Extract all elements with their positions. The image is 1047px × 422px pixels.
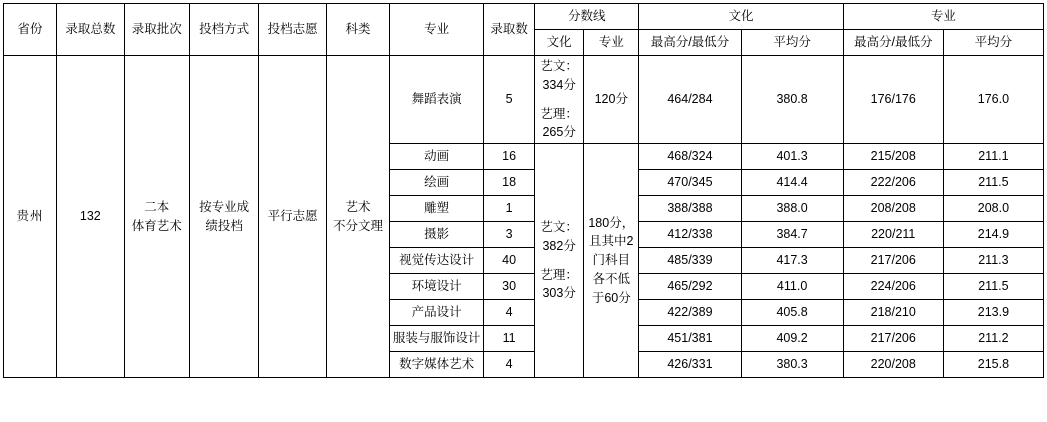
cell-major-high-low: 218/210 xyxy=(843,300,943,326)
cell-category xyxy=(326,56,389,378)
batch-line-1: 二本 xyxy=(144,199,170,214)
cell-file-will: 平行志愿 xyxy=(259,56,326,378)
cell-major-high-low: 224/206 xyxy=(843,274,943,300)
col-major-avg: 平均分 xyxy=(943,30,1043,56)
file-mode-line-1: 按专业成 xyxy=(199,199,250,214)
cell-major: 绘画 xyxy=(390,170,484,196)
cell-major: 动画 xyxy=(390,144,484,170)
line-major-4: 各不低 xyxy=(592,271,631,286)
cell-major-high-low: 220/211 xyxy=(843,222,943,248)
cell-major: 舞蹈表演 xyxy=(390,56,484,144)
batch-line-2: 体育艺术 xyxy=(131,218,182,233)
cell-major-avg: 211.5 xyxy=(943,170,1043,196)
cell-major-high-low: 215/208 xyxy=(843,144,943,170)
cell-culture-high-low: 412/338 xyxy=(639,222,741,248)
cell-score-line-major-group xyxy=(584,144,639,378)
cell-admit-count: 11 xyxy=(484,326,535,352)
line-culture-4: 303分 xyxy=(542,286,576,301)
cell-culture-high-low: 468/324 xyxy=(639,144,741,170)
cell-admit-count: 5 xyxy=(484,56,535,144)
col-file-will: 投档志愿 xyxy=(259,4,326,56)
cell-culture-high-low: 465/292 xyxy=(639,274,741,300)
cell-major-avg: 213.9 xyxy=(943,300,1043,326)
line-major-1: 180分， xyxy=(588,215,635,230)
line-culture-2: 334分 xyxy=(542,77,576,92)
cell-culture-high-low: 422/389 xyxy=(639,300,741,326)
table-body xyxy=(4,56,1044,378)
col-group-score-line: 分数线 xyxy=(535,4,639,30)
cell-admit-count: 30 xyxy=(484,274,535,300)
cell-major-high-low: 222/206 xyxy=(843,170,943,196)
cell-culture-avg: 414.4 xyxy=(741,170,843,196)
cell-admit-count: 4 xyxy=(484,300,535,326)
col-category: 科类 xyxy=(326,4,389,56)
col-score-line-major: 专业 xyxy=(584,30,639,56)
col-score-line-culture: 文化 xyxy=(535,30,584,56)
header-row-1 xyxy=(4,4,1044,30)
cell-culture-avg: 405.8 xyxy=(741,300,843,326)
line-culture-2: 382分 xyxy=(542,238,576,253)
cell-major: 视觉传达设计 xyxy=(390,248,484,274)
line-culture-gap xyxy=(537,256,581,266)
line-major-3: 门科目 xyxy=(592,253,631,268)
cell-major-high-low: 176/176 xyxy=(843,56,943,144)
cell-major-high-low: 208/208 xyxy=(843,196,943,222)
cell-culture-avg: 380.3 xyxy=(741,352,843,378)
cell-culture-avg: 384.7 xyxy=(741,222,843,248)
cell-major: 数字媒体艺术 xyxy=(390,352,484,378)
col-group-major: 专业 xyxy=(843,4,1043,30)
cell-major-high-low: 217/206 xyxy=(843,326,943,352)
cell-score-line-major: 120分 xyxy=(584,56,639,144)
cell-major-avg: 176.0 xyxy=(943,56,1043,144)
cell-major-high-low: 217/206 xyxy=(843,248,943,274)
line-culture-gap xyxy=(537,95,581,105)
line-culture-4: 265分 xyxy=(542,125,576,140)
cell-culture-avg: 411.0 xyxy=(741,274,843,300)
cell-culture-high-low: 464/284 xyxy=(639,56,741,144)
cell-total-admitted: 132 xyxy=(57,56,124,378)
line-culture-3: 艺理： xyxy=(540,106,578,121)
col-major-high-low: 最高分/最低分 xyxy=(843,30,943,56)
cell-major-avg: 214.9 xyxy=(943,222,1043,248)
cell-major-avg: 215.8 xyxy=(943,352,1043,378)
cell-culture-high-low: 388/388 xyxy=(639,196,741,222)
cell-major-avg: 211.3 xyxy=(943,248,1043,274)
cell-admit-count: 4 xyxy=(484,352,535,378)
cell-culture-high-low: 485/339 xyxy=(639,248,741,274)
category-line-2: 不分文理 xyxy=(332,218,383,233)
cell-major-avg: 211.2 xyxy=(943,326,1043,352)
col-group-culture: 文化 xyxy=(639,4,843,30)
cell-score-line-culture xyxy=(535,56,584,144)
table-header xyxy=(4,4,1044,56)
col-batch: 录取批次 xyxy=(124,4,189,56)
cell-major-high-low: 220/208 xyxy=(843,352,943,378)
cell-admit-count: 18 xyxy=(484,170,535,196)
cell-batch xyxy=(124,56,189,378)
cell-culture-high-low: 451/381 xyxy=(639,326,741,352)
cell-province: 贵州 xyxy=(4,56,57,378)
cell-admit-count: 1 xyxy=(484,196,535,222)
cell-score-line-culture-group xyxy=(535,144,584,378)
cell-admit-count: 3 xyxy=(484,222,535,248)
file-mode-line-2: 绩投档 xyxy=(205,218,243,233)
cell-major: 摄影 xyxy=(390,222,484,248)
admission-score-table xyxy=(3,3,1044,378)
line-culture-1: 艺文： xyxy=(540,220,578,234)
cell-culture-high-low: 470/345 xyxy=(639,170,741,196)
cell-admit-count: 16 xyxy=(484,144,535,170)
cell-major: 产品设计 xyxy=(390,300,484,326)
cell-major: 雕塑 xyxy=(390,196,484,222)
cell-culture-avg: 380.8 xyxy=(741,56,843,144)
line-culture-3: 艺理： xyxy=(540,267,578,282)
category-line-1: 艺术 xyxy=(345,199,371,214)
cell-culture-avg: 401.3 xyxy=(741,144,843,170)
col-major: 专业 xyxy=(390,4,484,56)
cell-file-mode xyxy=(189,56,258,378)
col-admit-count: 录取数 xyxy=(484,4,535,56)
cell-major-avg: 211.5 xyxy=(943,274,1043,300)
col-culture-avg: 平均分 xyxy=(741,30,843,56)
col-culture-high-low: 最高分/最低分 xyxy=(639,30,741,56)
line-major-2: 且其中2 xyxy=(589,234,634,249)
col-total-admitted: 录取总数 xyxy=(57,4,124,56)
cell-major: 环境设计 xyxy=(390,274,484,300)
line-major-5: 于60分 xyxy=(591,290,631,305)
line-culture-1: 艺文： xyxy=(540,59,578,73)
cell-culture-avg: 409.2 xyxy=(741,326,843,352)
cell-culture-high-low: 426/331 xyxy=(639,352,741,378)
table-row xyxy=(4,56,1044,144)
col-file-mode: 投档方式 xyxy=(189,4,258,56)
cell-major-avg: 211.1 xyxy=(943,144,1043,170)
cell-culture-avg: 388.0 xyxy=(741,196,843,222)
cell-major: 服装与服饰设计 xyxy=(390,326,484,352)
cell-culture-avg: 417.3 xyxy=(741,248,843,274)
cell-major-avg: 208.0 xyxy=(943,196,1043,222)
col-province: 省份 xyxy=(4,4,57,56)
cell-admit-count: 40 xyxy=(484,248,535,274)
